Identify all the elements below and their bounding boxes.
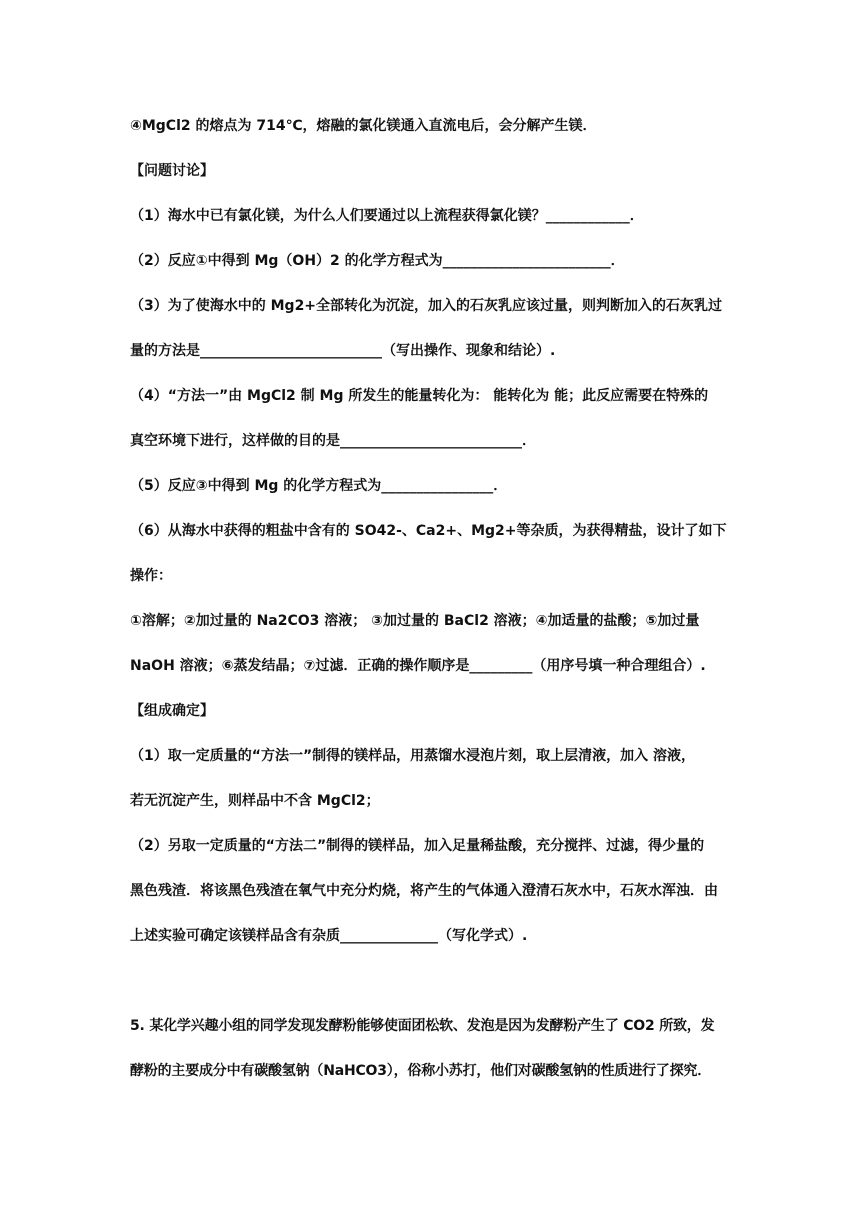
question-1: （1）海水中已有氯化镁，为什么人们要通过以上流程获得氯化镁？____________． <box>130 208 644 224</box>
problem-5-line-2: 酵粉的主要成分中有碳酸氢钠（NaHCO3），俗称小苏打，他们对碳酸氢钠的性质进行了探究． <box>130 1063 711 1079</box>
question-3-line-1: （3）为了使海水中的 Mg2+全部转化为沉淀，加入的石灰乳应该过量，则判断加入的石灰乳过 <box>130 298 723 314</box>
question-6-steps-line-1: ①溶解；②加过量的 Na2CO3 溶液； ③加过量的 BaCl2 溶液；④加适量的盐酸；⑤加过量 <box>130 613 700 629</box>
section-heading-composition: 【组成确定】 <box>130 703 214 719</box>
question-6-line-1: （6）从海水中获得的粗盐中含有的 SO42-、Ca2+、Mg2+等杂质，为获得精盐，设计了如下 <box>130 523 727 539</box>
composition-2-line-3: 上述实验可确定该镁样品含有杂质______________（写化学式）. <box>130 928 528 944</box>
question-2: （2）反应①中得到 Mg（OH）2 的化学方程式为________________________． <box>130 253 625 269</box>
composition-2-line-1: （2）另取一定质量的“方法二”制得的镁样品，加入足量稀盐酸，充分搅拌、过滤，得少量的 <box>130 838 705 854</box>
composition-1-line-2: 若无沉淀产生，则样品中不含 MgCl2； <box>130 793 380 809</box>
section-heading-problem-discussion: 【问题讨论】 <box>130 163 214 179</box>
mgcl2-melting-point-text: ④MgCl2 的熔点为 714℃，熔融的氯化镁通入直流电后，会分解产生镁． <box>130 118 597 134</box>
question-4-line-1: （4）“方法一”由 MgCl2 制 Mg 所发生的能量转化为： 能转化为 能；此反应需要在特殊的 <box>130 388 709 404</box>
problem-5-line-1: 5. 某化学兴趣小组的同学发现发酵粉能够使面团松软、发泡是因为发酵粉产生了 CO2 所致，发 <box>130 1018 715 1034</box>
question-5: （5）反应③中得到 Mg 的化学方程式为________________． <box>130 478 508 494</box>
composition-1-line-1: （1）取一定质量的“方法一”制得的镁样品，用蒸馏水浸泡片刻，取上层清液，加入 溶液， <box>130 748 696 764</box>
question-4-line-2: 真空环境下进行，这样做的目的是__________________________． <box>130 433 536 449</box>
composition-2-line-2: 黑色残渣．将该黑色残渣在氧气中充分灼烧，将产生的气体通入澄清石灰水中，石灰水浑浊．由 <box>130 883 718 899</box>
question-3-line-2: 量的方法是__________________________（写出操作、现象和结论）. <box>130 343 556 359</box>
question-6-line-2: 操作： <box>130 568 172 584</box>
question-6-steps-line-2: NaOH 溶液；⑥蒸发结晶；⑦过滤．正确的操作顺序是_________（用序号填一种合理组合）. <box>130 658 706 674</box>
